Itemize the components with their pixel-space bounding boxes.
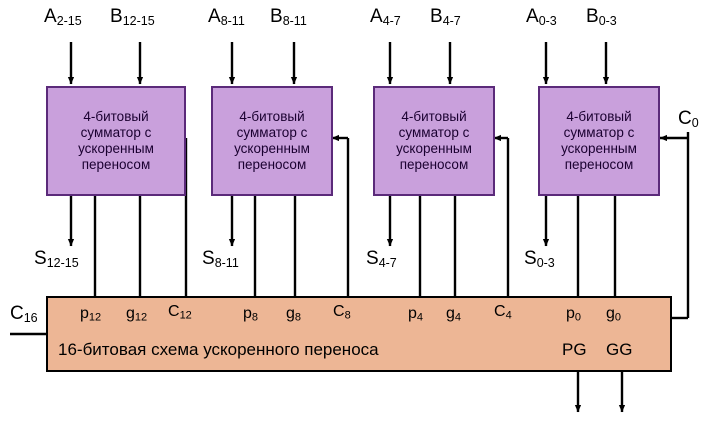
cla-output-gg: GG: [606, 340, 633, 359]
adder-block-0-3[interactable]: [538, 86, 660, 196]
adder-line-4: переносом: [81, 157, 151, 172]
input-label-a-4-7: $A_{4-7}$: [370, 6, 401, 28]
adder-block-8-11[interactable]: [211, 86, 333, 196]
cla-signal-g4: $g_4$: [446, 305, 462, 324]
cla-signal-p8: $p_8$: [243, 305, 259, 324]
adder-line-1: 4-битовый: [83, 109, 149, 124]
input-label-b-12-15: $B_{12-15}$: [110, 6, 155, 28]
sum-label-12-15: $S_{12-15}$: [34, 248, 79, 270]
adder-line-4: переносом: [399, 157, 469, 172]
input-label-a-8-11: $A_{8-11}$: [208, 6, 245, 28]
adder-line-2: сумматор с: [563, 125, 635, 140]
adder-line-2: сумматор с: [236, 125, 308, 140]
adder-line-3: ускоренным: [234, 141, 310, 156]
cla-signal-g12: $g_{12}$: [126, 305, 148, 324]
adder-line-1: 4-битовый: [239, 109, 305, 124]
adder-line-3: ускоренным: [561, 141, 637, 156]
input-label-b-4-7: $B_{4-7}$: [430, 6, 461, 28]
cla-signal-p12: $p_{12}$: [80, 305, 102, 324]
sum-label-0-3: $S_{0-3}$: [524, 248, 555, 270]
adder-line-4: переносом: [564, 157, 634, 172]
cla-signal-c4: $C_4$: [494, 303, 512, 322]
input-label-b-8-11: $B_{8-11}$: [270, 6, 307, 28]
sum-label-4-7: $S_{4-7}$: [366, 248, 397, 270]
input-label-a-0-3: $A_{0-3}$: [526, 6, 557, 28]
adder-line-1: 4-битовый: [566, 109, 632, 124]
carry-out-label: $C_{16}$: [10, 303, 38, 325]
adder-line-3: ускоренным: [78, 141, 154, 156]
cla-signal-p4: $p_4$: [408, 305, 424, 324]
cla-signal-c8: $C_8$: [333, 303, 351, 322]
adder-line-2: сумматор с: [80, 125, 152, 140]
input-label-a-12-15: $A_{2-15}$: [44, 6, 82, 28]
cla-signal-g8: $g_8$: [286, 305, 302, 324]
input-label-b-0-3: $B_{0-3}$: [586, 6, 617, 28]
adder-line-4: переносом: [237, 157, 307, 172]
cla-signal-g0: $g_0$: [606, 305, 622, 324]
adder-block-12-15[interactable]: [46, 86, 186, 196]
cla-output-pg: PG: [562, 340, 587, 359]
cla-title: 16-битовая схема ускоренного переноса: [58, 340, 379, 359]
cla-signal-c12: $C_{12}$: [168, 303, 192, 322]
cla-signal-p0: $p_0$: [566, 305, 582, 324]
sum-label-8-11: $S_{8-11}$: [202, 248, 239, 270]
adder-line-3: ускоренным: [396, 141, 472, 156]
carry-in-label: $C_0$: [678, 108, 699, 130]
adder-line-1: 4-битовый: [401, 109, 467, 124]
adder-block-4-7[interactable]: [373, 86, 495, 196]
adder-line-2: сумматор с: [398, 125, 470, 140]
